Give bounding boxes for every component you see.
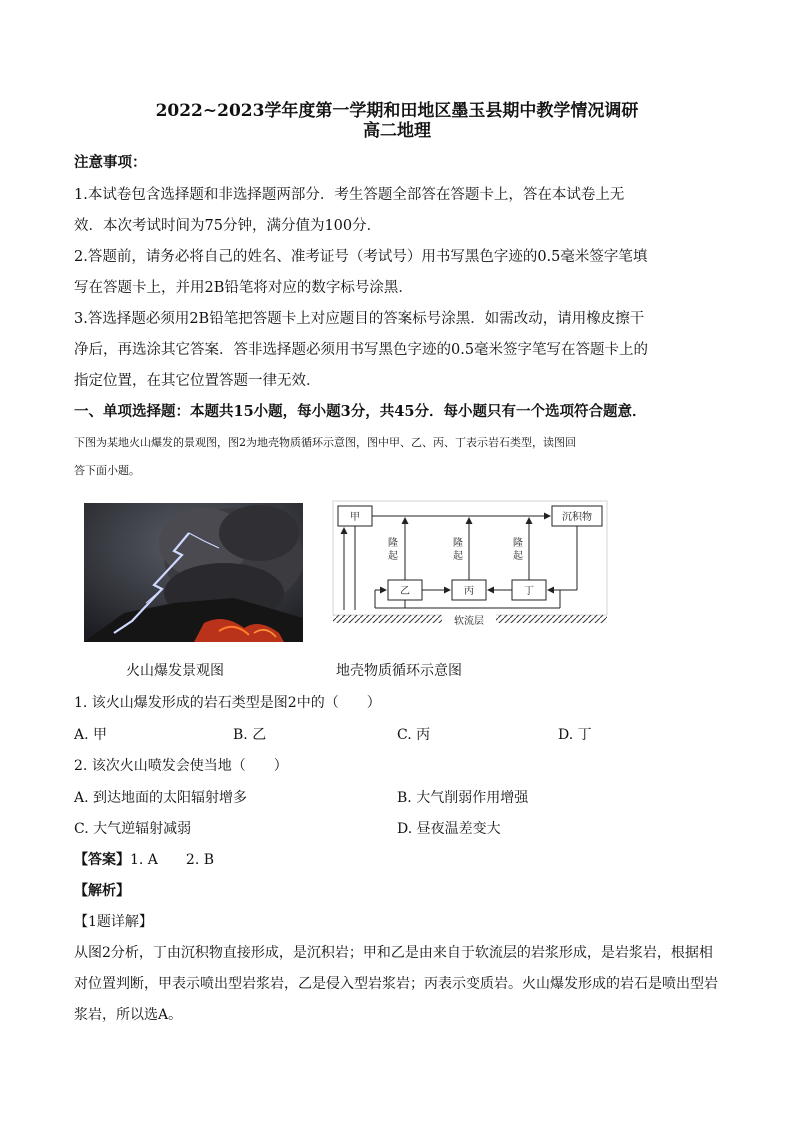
question-2-option: B. 大气削弱作用增强 — [397, 790, 529, 806]
question-1-stem: 1. 该火山爆发形成的岩石类型是图2中的（ ） — [74, 695, 381, 711]
uplift-label: 起 — [388, 551, 398, 562]
answer-line — [74, 849, 214, 869]
question-2-option: C. 大气逆辐射减弱 — [74, 821, 192, 837]
uplift-label: 起 — [513, 551, 523, 562]
photo-caption: 火山爆发景观图 — [126, 663, 224, 679]
notice-line: 2.答题前，请务必将自己的姓名、准考证号（考试号）用书写黑色字迹的0.5毫米签字笔填 — [74, 249, 648, 265]
uplift-label: 隆 — [513, 538, 523, 549]
question-1-option: D. 丁 — [558, 727, 592, 743]
notice-line: 1.本试卷包含选择题和非选择题两部分．考生答题全部答在答题卡上，答在本试卷上无 — [74, 187, 625, 203]
exam-title: 2022~2023学年度第一学期和田地区墨玉县期中教学情况调研 — [155, 101, 639, 121]
section-heading: 一、单项选择题：本题共15小题，每小题3分，共45分．每小题只有一个选项符合题意． — [74, 403, 647, 420]
volcano-eruption-photo — [84, 503, 303, 642]
exam-subject: 高二地理 — [363, 121, 431, 141]
uplift-label: 隆 — [453, 538, 463, 549]
question-1-option: C. 丙 — [397, 727, 431, 743]
box-bing-label: 丙 — [464, 586, 474, 597]
question-2-stem: 2. 该次火山喷发会使当地（ ） — [74, 758, 288, 774]
box-ding-label: 丁 — [524, 586, 534, 597]
question-2-option: D. 昼夜温差变大 — [397, 821, 501, 837]
analysis-line: 浆岩，所以选A。 — [74, 1007, 183, 1023]
diagram-caption: 地壳物质循环示意图 — [336, 663, 462, 679]
notice-heading: 注意事项： — [74, 154, 147, 171]
intro-line: 下图为某地火山爆发的景观图，图2为地壳物质循环示意图，图中甲、乙、丙、丁表示岩石类型，读图回 — [74, 436, 576, 449]
question-1-option: A. 甲 — [74, 727, 108, 743]
analysis-line: 对位置判断，甲表示喷出型岩浆岩，乙是侵入型岩浆岩；丙表示变质岩。火山爆发形成的岩石是喷出型岩 — [74, 976, 718, 992]
analysis-tag: 【解析】 — [74, 883, 130, 899]
question-2-option: A. 到达地面的太阳辐射增多 — [74, 790, 248, 806]
uplift-label: 起 — [453, 551, 463, 562]
notice-line: 效．本次考试时间为75分钟，满分值为100分． — [74, 218, 382, 234]
box-jia-label: 甲 — [350, 512, 360, 523]
intro-line: 答下面小题。 — [74, 464, 140, 477]
analysis-line: 从图2分析，丁由沉积物直接形成，是沉积岩；甲和乙是由来自于软流层的岩浆形成，是岩浆岩，根据相 — [74, 945, 713, 961]
uplift-label: 隆 — [388, 538, 398, 549]
answer-tag: 【答案】 — [74, 852, 130, 868]
notice-line: 写在答题卡上，并用2B铅笔将对应的数字标号涂黑． — [74, 280, 413, 296]
notice-line: 净后，再选涂其它答案．答非选择题必须用书写黑色字迹的0.5毫米签字笔写在答题卡上的 — [74, 342, 649, 358]
analysis-subtag: 【1题详解】 — [74, 914, 153, 930]
box-sediment-label: 沉积物 — [562, 512, 592, 523]
notice-line: 指定位置，在其它位置答题一律无效． — [74, 373, 321, 389]
answer-text: 1. A 2. B — [130, 852, 215, 868]
crust-cycle-diagram — [330, 498, 610, 638]
notice-line: 3.答选择题必须用2B铅笔把答题卡上对应题目的答案标号涂黑．如需改动，请用橡皮擦干 — [74, 311, 645, 327]
asthenosphere-label: 软流层 — [454, 616, 484, 627]
question-1-option: B. 乙 — [233, 727, 267, 743]
box-yi-label: 乙 — [400, 586, 410, 597]
